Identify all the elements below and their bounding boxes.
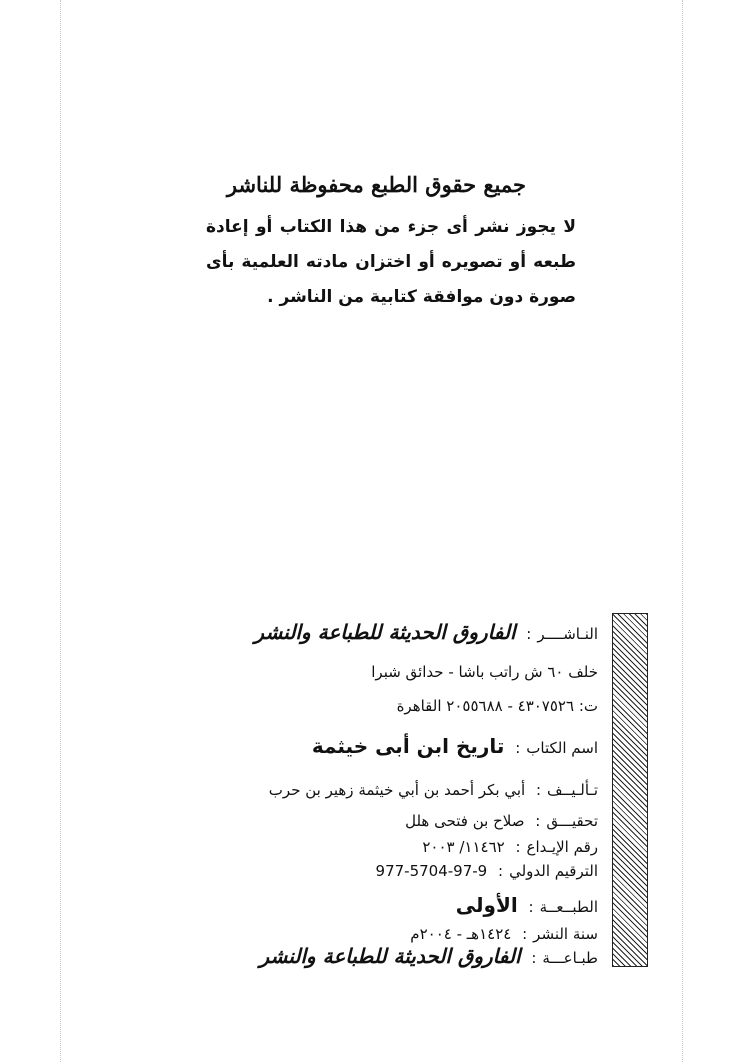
- publisher-sep: :: [526, 625, 532, 643]
- publisher-row: [254, 620, 598, 644]
- deposit-label: رقم الإيـداع: [526, 838, 598, 856]
- publisher-phone: ت: ٤٣٠٧٥٢٦ - ٢٠٥٥٦٨٨ القاهرة: [396, 697, 598, 715]
- year-value: ١٤٢٤هـ - ٢٠٠٤م: [410, 925, 512, 943]
- book-title-sep: :: [515, 739, 521, 757]
- author-sep: :: [535, 781, 542, 799]
- margin-guide-left: [60, 0, 61, 1062]
- deposit-sep: :: [515, 838, 521, 856]
- book-title-row: [312, 734, 598, 758]
- year-sep: :: [522, 925, 528, 943]
- publisher-logo: الفاروق الحديثة للطباعة والنشر: [254, 620, 516, 644]
- year-row: [410, 925, 598, 943]
- isbn-label: الترقيم الدولي: [509, 862, 598, 880]
- printer-row: [259, 944, 598, 968]
- publisher-address: خلف ٦٠ ش راتب باشا - حدائق شبرا: [371, 663, 598, 681]
- deposit-row: [422, 838, 598, 856]
- author-label: تـألـيــف: [547, 781, 598, 799]
- isbn-sep: :: [498, 862, 504, 880]
- publisher-label: النـاشــــر: [537, 625, 598, 643]
- editor-label: تحقيـــق: [546, 812, 598, 830]
- edition-label: الطبــعــة: [539, 898, 598, 916]
- editor-sep: :: [535, 812, 541, 830]
- isbn-number: 977-5704-97-9: [375, 862, 488, 880]
- printer-label: طبـاعـــة: [542, 949, 598, 967]
- printer-logo: الفاروق الحديثة للطباعة والنشر: [259, 944, 521, 968]
- author-row: [269, 781, 598, 799]
- book-title: تاريخ ابن أبى خيثمة: [311, 734, 505, 758]
- copyright-title: جميع حقوق الطبع محفوظة للناشر: [226, 172, 526, 197]
- copyright-body: لا يجوز نشر أى جزء من هذا الكتاب أو إعادة طبعه أو تصويره أو اختزان مادته العلمية بأى صورة دون موافقة كتابية من الناشر .: [206, 217, 576, 307]
- author-name: أبي بكر أحمد بن أبي خيثمة زهير بن حرب: [268, 781, 526, 799]
- edition-row: [456, 893, 598, 917]
- isbn-row: [376, 862, 598, 880]
- deposit-number: ١١٤٦٢/ ٢٠٠٣: [422, 838, 505, 856]
- printer-sep: :: [531, 949, 537, 967]
- edition-value: الأولى: [455, 893, 518, 917]
- edition-sep: :: [528, 898, 534, 916]
- editor-name: صلاح بن فتحى هلل: [405, 812, 525, 830]
- margin-guide-right: [682, 0, 683, 1062]
- book-title-label: اسم الكتاب: [526, 739, 598, 757]
- hatched-bar: [612, 613, 648, 967]
- year-label: سنة النشر: [533, 925, 598, 943]
- editor-row: [405, 812, 598, 830]
